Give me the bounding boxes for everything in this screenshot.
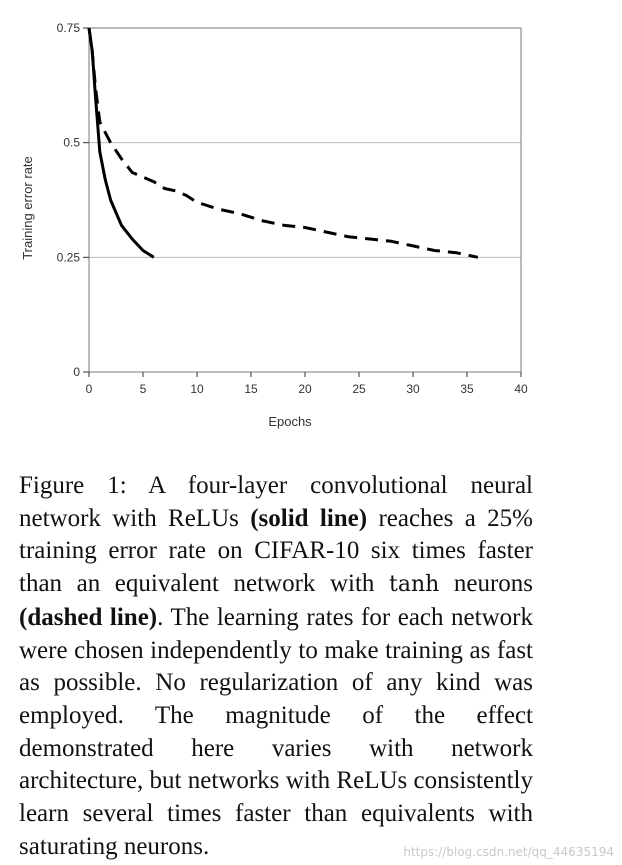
caption-text-3: neurons — [439, 570, 533, 598]
x-tick-label: 40 — [514, 382, 528, 396]
y-tick-label: 0 — [73, 365, 80, 379]
x-tick-label: 0 — [85, 382, 93, 396]
plot-frame — [89, 28, 521, 372]
caption-tanh: tanh — [388, 572, 440, 598]
x-tick-label: 30 — [406, 382, 420, 396]
x-tick-label: 20 — [298, 382, 312, 396]
caption-dashed-line: (dashed line) — [19, 603, 158, 631]
watermark: https://blog.csdn.net/qq_44635194 — [403, 845, 614, 859]
y-tick-label: 0.25 — [56, 250, 80, 265]
x-tick-label: 5 — [139, 382, 147, 396]
x-axis-label: Epochs — [268, 414, 312, 429]
caption-text-1: Figure 1: A four-layer convolutional neural network with ReLUs — [19, 472, 533, 532]
y-axis — [57, 21, 89, 379]
y-tick-label: 0.5 — [63, 135, 80, 150]
x-tick-label: 15 — [244, 382, 258, 396]
x-tick-label: 25 — [352, 382, 366, 396]
y-axis-label: Training error rate — [20, 156, 35, 260]
caption-solid-line: (solid line) — [250, 504, 368, 532]
caption-text-4: . The learning rates for each network were chosen independently to make training as fast as possible. No regularization of any kind was employed. The magnitude of the effect demonstrated here varies with network architecture, but networks with ReLUs consistently learn several times faster than equivalents with saturating neurons. — [19, 603, 533, 860]
y-tick-label: 0.75 — [56, 21, 80, 35]
x-tick-label: 10 — [190, 382, 204, 396]
x-axis — [86, 372, 528, 396]
caption-text-2: reaches a 25% training error rate on CIFAR-10 six times faster than an equivalent network with — [19, 504, 533, 598]
figure-caption — [19, 470, 533, 863]
grid-lines — [89, 143, 521, 258]
x-tick-label: 35 — [460, 382, 474, 396]
